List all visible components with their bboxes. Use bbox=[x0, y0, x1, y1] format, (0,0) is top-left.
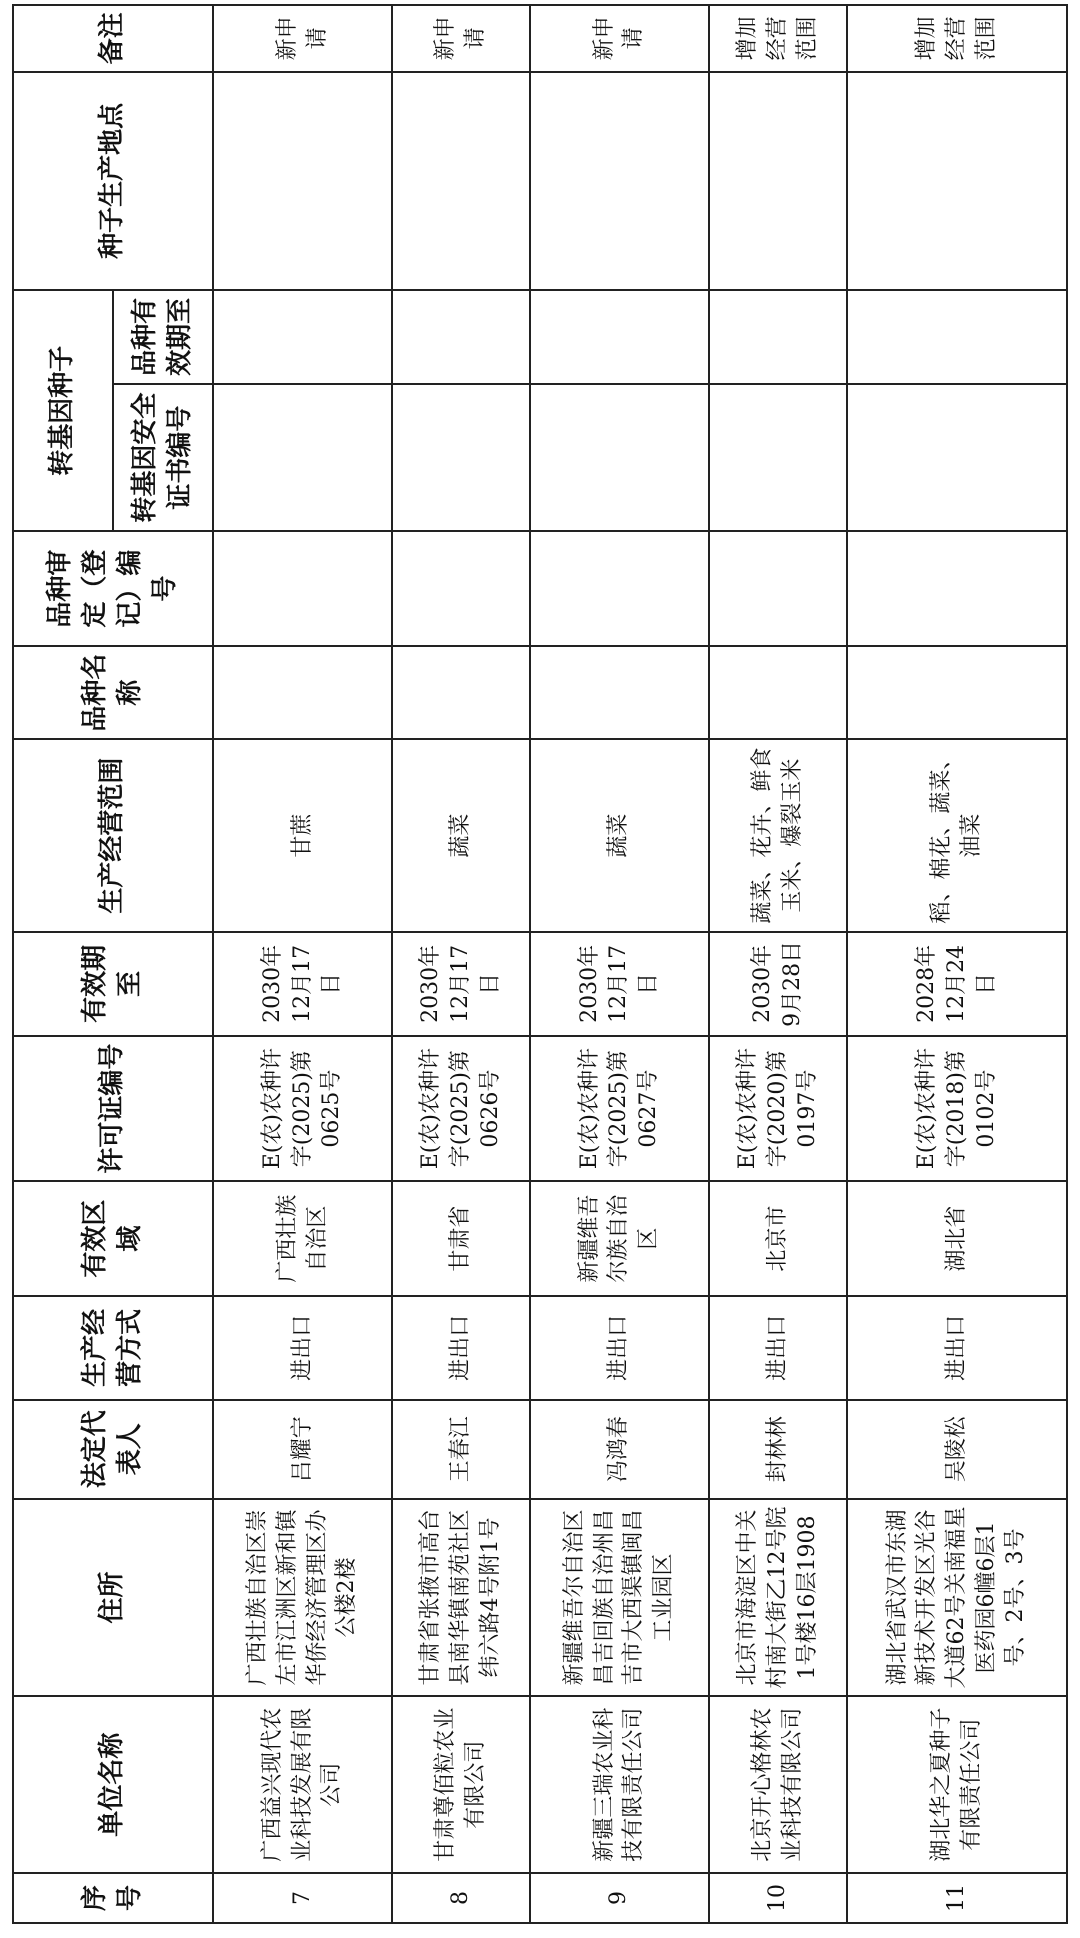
header-gm-group: 转基因种子 bbox=[13, 290, 113, 531]
cell-site bbox=[847, 72, 1067, 290]
cell-valid: 2030年12月17日 bbox=[530, 932, 709, 1036]
header-unit: 单位名称 bbox=[13, 1696, 213, 1873]
cell-region: 湖北省 bbox=[847, 1181, 1067, 1295]
cell-rep: 封林林 bbox=[709, 1400, 847, 1499]
cell-gm-cert bbox=[392, 384, 530, 532]
cell-site bbox=[213, 72, 392, 290]
cell-unit: 广西益兴现代农业科技发展有限公司 bbox=[213, 1696, 392, 1873]
seed-license-table bbox=[12, 4, 1068, 1924]
cell-variety bbox=[530, 646, 709, 740]
cell-rep: 冯鸿春 bbox=[530, 1400, 709, 1499]
header-gm-cert: 转基因安全证书编号 bbox=[113, 384, 213, 532]
header-rep: 法定代表人 bbox=[13, 1400, 213, 1499]
cell-scope: 蔬菜 bbox=[392, 739, 530, 931]
cell-gm-valid bbox=[213, 290, 392, 384]
cell-site bbox=[709, 72, 847, 290]
cell-variety bbox=[847, 646, 1067, 740]
cell-scope: 蔬菜 bbox=[530, 739, 709, 931]
cell-site bbox=[392, 72, 530, 290]
cell-valid: 2028年12月24日 bbox=[847, 932, 1067, 1036]
cell-rep: 王春江 bbox=[392, 1400, 530, 1499]
cell-rep: 吕耀宁 bbox=[213, 1400, 392, 1499]
cell-license: E(农)农种许字(2025)第0625号 bbox=[213, 1036, 392, 1182]
cell-unit: 湖北华之夏种子有限责任公司 bbox=[847, 1696, 1067, 1873]
cell-site bbox=[530, 72, 709, 290]
cell-address: 新疆维吾尔自治区昌吉回族自治州昌吉市大西渠镇闽昌工业园区 bbox=[530, 1499, 709, 1697]
cell-license: E(农)农种许字(2020)第0197号 bbox=[709, 1036, 847, 1182]
header-region: 有效区域 bbox=[13, 1181, 213, 1295]
cell-seq: 10 bbox=[709, 1873, 847, 1923]
cell-note: 增加经营范围 bbox=[847, 5, 1067, 72]
header-site: 种子生产地点 bbox=[13, 72, 213, 290]
cell-mode: 进出口 bbox=[213, 1296, 392, 1400]
cell-approval bbox=[709, 531, 847, 645]
header-approval: 品种审定（登记）编号 bbox=[13, 531, 213, 645]
cell-gm-cert bbox=[847, 384, 1067, 532]
header-row-1 bbox=[13, 5, 113, 1923]
cell-valid: 2030年9月28日 bbox=[709, 932, 847, 1036]
cell-variety bbox=[392, 646, 530, 740]
cell-rep: 吴陵松 bbox=[847, 1400, 1067, 1499]
cell-valid: 2030年12月17日 bbox=[392, 932, 530, 1036]
cell-note: 新申请 bbox=[213, 5, 392, 72]
table-row bbox=[392, 5, 530, 1923]
cell-note: 新申请 bbox=[392, 5, 530, 72]
cell-mode: 进出口 bbox=[530, 1296, 709, 1400]
cell-gm-valid bbox=[530, 290, 709, 384]
cell-seq: 9 bbox=[530, 1873, 709, 1923]
header-address: 住所 bbox=[13, 1499, 213, 1697]
cell-approval bbox=[847, 531, 1067, 645]
cell-region: 新疆维吾尔族自治区 bbox=[530, 1181, 709, 1295]
cell-scope: 蔬菜、花卉、鲜食玉米、爆裂玉米 bbox=[709, 739, 847, 931]
table-row bbox=[709, 5, 847, 1923]
table-row bbox=[847, 5, 1067, 1923]
cell-region: 甘肃省 bbox=[392, 1181, 530, 1295]
table-row bbox=[530, 5, 709, 1923]
header-scope: 生产经营范围 bbox=[13, 739, 213, 931]
cell-gm-valid bbox=[709, 290, 847, 384]
cell-approval bbox=[392, 531, 530, 645]
cell-license: E(农)农种许字(2018)第0102号 bbox=[847, 1036, 1067, 1182]
cell-variety bbox=[213, 646, 392, 740]
cell-mode: 进出口 bbox=[847, 1296, 1067, 1400]
cell-gm-cert bbox=[709, 384, 847, 532]
cell-seq: 11 bbox=[847, 1873, 1067, 1923]
cell-scope: 甘蔗 bbox=[213, 739, 392, 931]
cell-unit: 北京开心格林农业科技有限公司 bbox=[709, 1696, 847, 1873]
table-row bbox=[213, 5, 392, 1923]
cell-address: 甘肃省张掖市高台县南华镇南苑社区纬六路4号附1号 bbox=[392, 1499, 530, 1697]
cell-region: 北京市 bbox=[709, 1181, 847, 1295]
cell-gm-valid bbox=[392, 290, 530, 384]
cell-address: 广西壮族自治区崇左市江洲区新和镇华侨经济管理区办公楼2楼 bbox=[213, 1499, 392, 1697]
cell-note: 增加经营范围 bbox=[709, 5, 847, 72]
cell-license: E(农)农种许字(2025)第0626号 bbox=[392, 1036, 530, 1182]
header-seq: 序号 bbox=[13, 1873, 213, 1923]
cell-mode: 进出口 bbox=[709, 1296, 847, 1400]
header-gm-valid: 品种有效期至 bbox=[113, 290, 213, 384]
cell-gm-valid bbox=[847, 290, 1067, 384]
cell-approval bbox=[530, 531, 709, 645]
header-mode: 生产经营方式 bbox=[13, 1296, 213, 1400]
cell-mode: 进出口 bbox=[392, 1296, 530, 1400]
cell-valid: 2030年12月17日 bbox=[213, 932, 392, 1036]
cell-seq: 7 bbox=[213, 1873, 392, 1923]
cell-scope: 稻、棉花、蔬菜、油菜 bbox=[847, 739, 1067, 931]
cell-address: 湖北省武汉市东湖新技术开发区光谷大道62号关南福星医药园6幢6层1号、2号、3号 bbox=[847, 1499, 1067, 1697]
cell-note: 新申请 bbox=[530, 5, 709, 72]
cell-region: 广西壮族自治区 bbox=[213, 1181, 392, 1295]
cell-approval bbox=[213, 531, 392, 645]
cell-gm-cert bbox=[213, 384, 392, 532]
header-license: 许可证编号 bbox=[13, 1036, 213, 1182]
cell-license: E(农)农种许字(2025)第0627号 bbox=[530, 1036, 709, 1182]
cell-address: 北京市海淀区中关村南大街乙12号院1号楼16层1908 bbox=[709, 1499, 847, 1697]
cell-seq: 8 bbox=[392, 1873, 530, 1923]
cell-variety bbox=[709, 646, 847, 740]
cell-unit: 甘肃尊佰粒农业有限公司 bbox=[392, 1696, 530, 1873]
cell-unit: 新疆三瑞农业科技有限责任公司 bbox=[530, 1696, 709, 1873]
header-variety: 品种名称 bbox=[13, 646, 213, 740]
header-valid: 有效期至 bbox=[13, 932, 213, 1036]
cell-gm-cert bbox=[530, 384, 709, 532]
header-note: 备注 bbox=[13, 5, 213, 72]
